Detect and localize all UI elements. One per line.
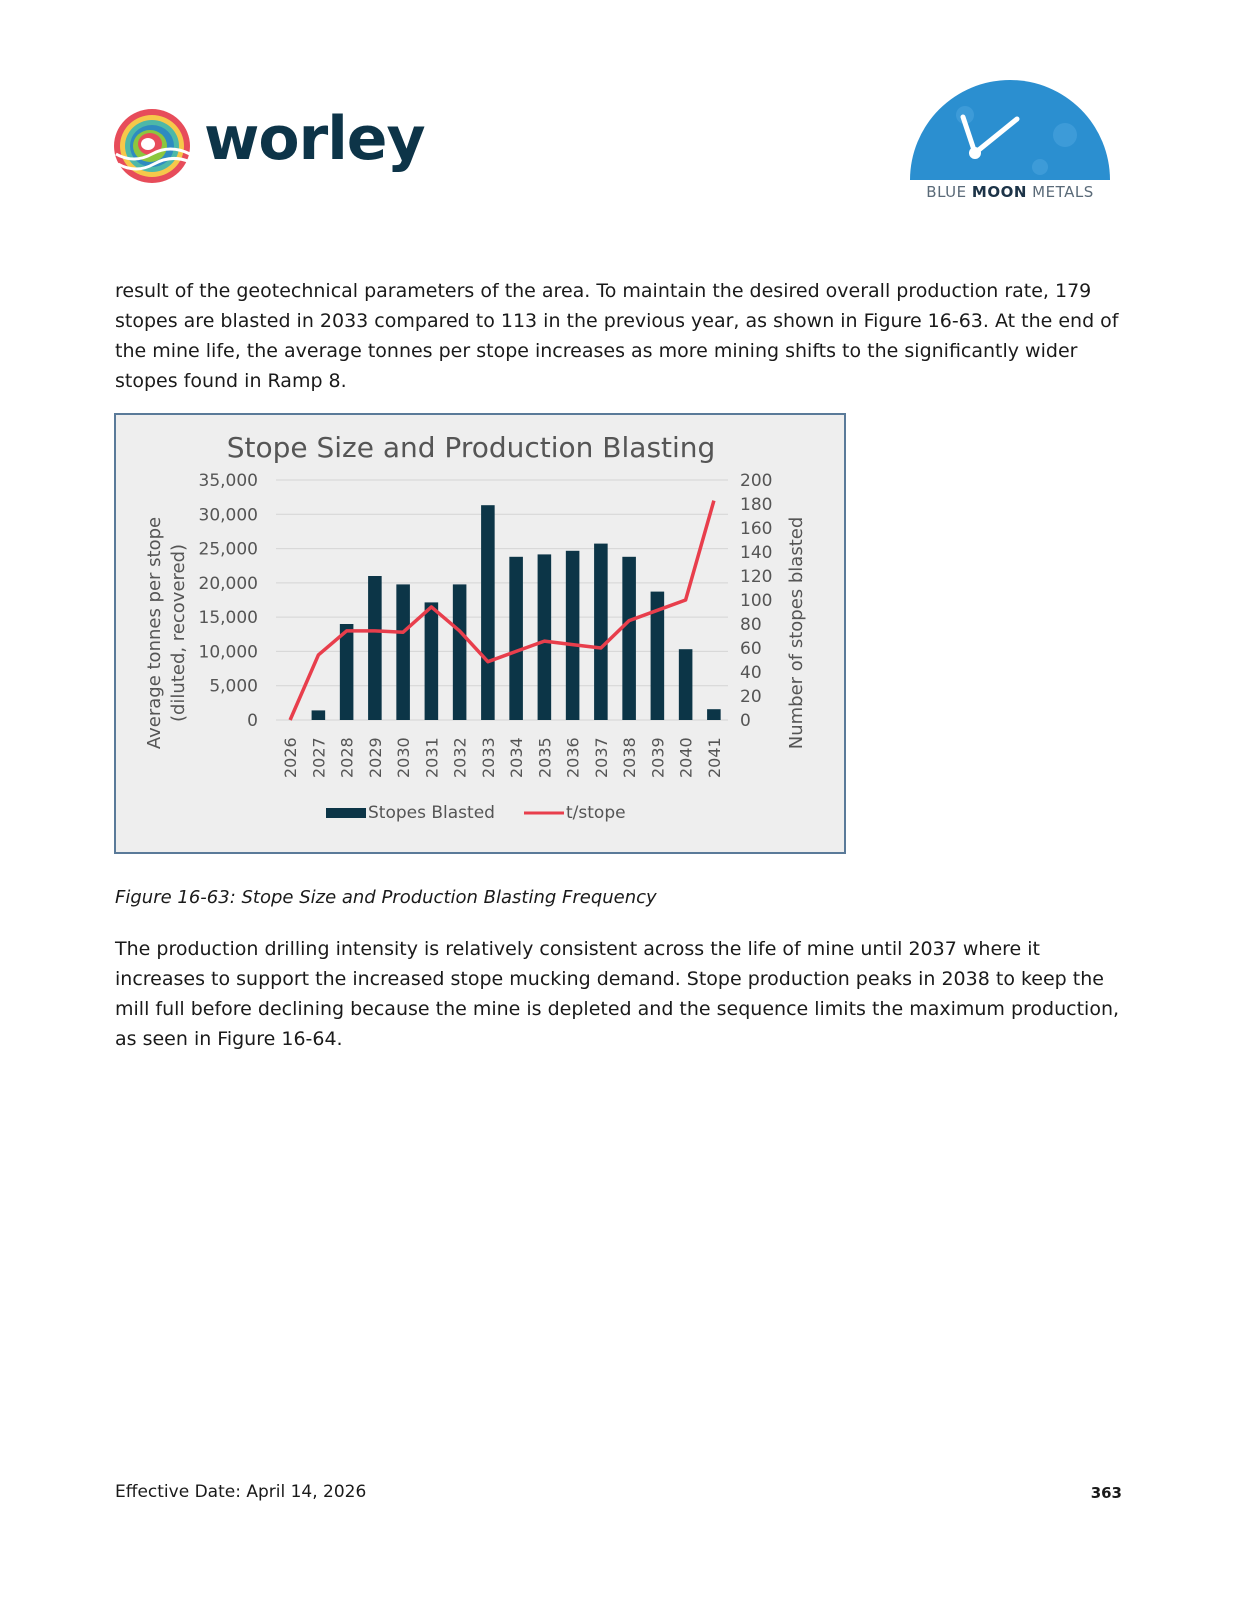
x-tick-label: 2037 (591, 737, 611, 778)
x-axis-ticks (281, 737, 724, 778)
bar-2037 (594, 544, 608, 720)
x-tick-label: 2041 (704, 737, 724, 778)
bar-2031 (425, 602, 439, 720)
chart-title: Stope Size and Production Blasting (226, 431, 716, 464)
x-tick-label: 2035 (535, 737, 555, 778)
right-tick-label: 140 (740, 543, 773, 563)
right-tick-label: 60 (740, 639, 762, 659)
x-tick-label: 2029 (365, 737, 385, 778)
legend-label-stopes: Stopes Blasted (368, 803, 495, 823)
bar-2028 (340, 624, 354, 720)
left-axis-label-line1: Average tonnes per stope (144, 516, 165, 750)
right-axis-ticks (740, 471, 772, 731)
tstope-line (290, 501, 714, 720)
bar-2032 (453, 584, 467, 720)
x-tick-label: 2026 (281, 737, 301, 778)
chart-bars (312, 505, 721, 720)
left-tick-label: 25,000 (198, 539, 258, 560)
chart-svg (116, 415, 844, 852)
right-tick-label: 80 (740, 615, 762, 635)
stope-size-chart (114, 413, 846, 854)
left-tick-label: 35,000 (198, 471, 258, 491)
blue-moon-metals-logo (905, 75, 1115, 210)
left-tick-label: 30,000 (198, 505, 258, 526)
x-tick-label: 2039 (648, 737, 668, 778)
right-tick-label: 100 (740, 591, 773, 611)
left-tick-label: 10,000 (198, 642, 258, 663)
left-tick-label: 5,000 (209, 676, 258, 697)
bar-2030 (396, 584, 410, 720)
right-axis-label: Number of stopes blasted (786, 516, 807, 750)
x-tick-label: 2027 (309, 737, 329, 778)
bar-2036 (566, 551, 580, 720)
chart-line (290, 501, 714, 720)
right-tick-label: 180 (740, 495, 773, 515)
left-axis-label-line2: (diluted, recovered) (168, 543, 189, 723)
effective-date: Effective Date: April 14, 2026 (115, 1482, 367, 1502)
bar-2033 (481, 505, 495, 720)
right-tick-label: 160 (740, 519, 773, 539)
worley-logo (112, 100, 452, 190)
x-tick-label: 2032 (450, 737, 470, 778)
x-tick-label: 2038 (620, 737, 640, 778)
bar-2027 (312, 710, 326, 720)
right-tick-label: 120 (740, 567, 773, 587)
bar-2038 (622, 557, 636, 720)
x-tick-label: 2040 (676, 737, 696, 778)
x-tick-label: 2036 (563, 737, 583, 778)
x-tick-label: 2030 (394, 737, 414, 778)
legend-swatch-stopes (326, 808, 366, 818)
x-tick-label: 2031 (422, 737, 442, 778)
right-tick-label: 20 (740, 687, 762, 707)
x-tick-label: 2028 (337, 737, 357, 778)
left-tick-label: 20,000 (198, 573, 258, 594)
bar-2041 (707, 709, 721, 720)
worley-wordmark: worley (204, 104, 425, 174)
left-tick-label: 15,000 (198, 608, 258, 629)
left-axis-ticks (199, 471, 258, 731)
bar-2034 (509, 557, 523, 720)
chart-legend (326, 803, 626, 823)
body-paragraph-2: The production drilling intensity is relatively consistent across the life of mine until 2037 where it increases to support the increased stope mucking demand. Stope production peaks in 2038 to keep the mill full before declining because the mine is depleted and the sequence limits the maximum production, as seen in Figure 16-64. (115, 938, 1120, 1050)
right-tick-label: 40 (740, 663, 762, 683)
bar-2029 (368, 576, 382, 720)
blue-moon-metals-wordmark: BLUE MOON METALS (926, 183, 1094, 201)
right-tick-label: 0 (740, 711, 751, 731)
page-number: 363 (1090, 1484, 1122, 1502)
legend-label-tstope: t/stope (566, 803, 626, 823)
body-paragraph-1: result of the geotechnical parameters of the area. To maintain the desired overall production rate, 179 stopes are blasted in 2033 compared to 113 in the previous year, as shown in Figure 16-63. At the end of the mine life, the average tonnes per stope increases as more mining shifts to the significantly wider stopes found in Ramp 8. (115, 280, 1119, 392)
figure-caption: Figure 16-63: Stope Size and Production Blasting Frequency (115, 887, 657, 908)
left-tick-label: 0 (247, 711, 258, 731)
x-tick-label: 2033 (478, 737, 498, 778)
bar-2035 (538, 554, 552, 720)
moon-clock-icon (905, 75, 1115, 185)
worley-swirl-icon (112, 102, 198, 188)
bar-2040 (679, 649, 693, 720)
right-tick-label: 200 (740, 471, 773, 491)
x-tick-label: 2034 (507, 737, 527, 778)
